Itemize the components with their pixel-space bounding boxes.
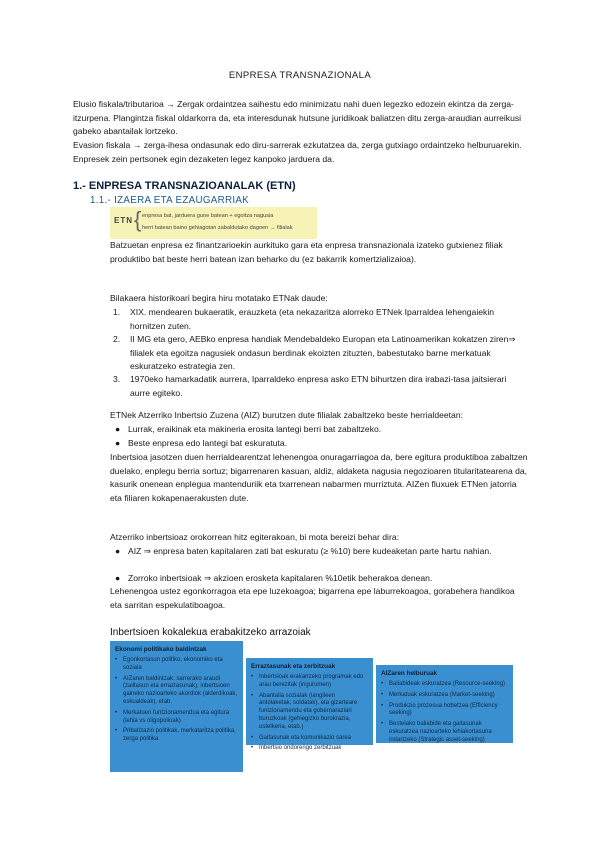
figure-heading: Inbertsioen kokalekua erabakitzeko arrazoiak [110,627,311,638]
list-item [115,545,528,559]
list-number: 1. [113,307,121,317]
list-item: • Pribatizazio politikak, merkataritza politika, zerga politika [115,728,239,744]
section-heading: 1.- ENPRESA TRANSNAZIOANALAK (ETN) [73,180,296,192]
list-item: • Gaitasunak eta komunikazio sarea [251,735,369,743]
list-text: 1970eko hamarkadatik aurrera, Iparraldeko enpresa asko ETN bihurtzen dira irabazi-tasa jaitsierari aurre egiteko. [130,374,507,398]
para-batzuetan: Batzuetan enpresa ez finantzarioekin aurkituko gara eta enpresa transnazionala izateko gutxienez filiak produktibo bat beste herri batean izan beharko du (ez bakarrik komertzializaioa). [110,240,503,264]
list-item: • Produkzio prozesua hobetzea (Efficiency seeking) [381,703,509,719]
box-title: Ekonomi politikako baldintzak [115,646,207,653]
intro-evasion: Evasion fiskala → zerga-ihesa ondasunak edo diru-sarrerak ezkutatzea da, zerga gutxiago ordaintzeko helburuarekin. Enpresek zein pertsonek egin dezaketen legez kanpoko jarduera da. [73,140,522,164]
list-item: • Inbertsioak erakartzeko programak edo arau berezitak (ingurumen) [251,674,369,690]
para-atzerriko: Atzerriko inbertsioaz orokorrean hitz egiterakoan, bi mota bereizi behar dira: [110,532,399,542]
box-ekonomi-politika [110,641,243,772]
bullet-icon: ● [115,424,121,434]
list-item: • Abantaila sozialak (langileen antolaketak, soldatak), eta gizarteare funtzionamendu eta gobernaraziari buruzkoak (gehiegizko burokrazia, ustelkeria, etab.) [251,693,369,732]
list-item [115,423,528,437]
intro-elusio: Elusio fiskala/tributarioa → Zergak ordaintzea saihestu edo minimizatu nahi duen legezko edozein ekintza da zerga-itzurpena. Plangintza fiskal oldarkorra da, eta interesdunak hutsune juridikoak baliatzen ditu zerga-araudian aurreikusi gabeko abantailak lortzeko. [73,99,522,136]
list-item [113,373,528,400]
box-aiz-helburuak [376,665,513,743]
list-item [115,437,528,451]
list-text: AIZ ⇒ enpresa baten kapitalaren zati bat eskuratu (≥ %10) bere kudeaketan parte hartu nahian. [128,546,492,556]
list-item: • Baliabideak eskuratzea (Resource-seeking) [381,681,509,689]
list-item [113,333,528,374]
list-item: • Merkatuen funtzionamendua eta egitura (lehia vs oligopolioak) [115,710,239,726]
list-text: II MG eta gero, AEBko enpresa handiak Mendebaldeko Europan eta Latinoamerikan kokatzen ziren⇒ filialek eta egoitza nagusiek ondasun berdinak ekoizten zituzten, babestutako barne merkatuak eskuratzeko estrategia zen. [130,334,516,371]
note-etn-label: ETN [114,216,133,225]
list-item [115,572,528,586]
box-title: AIZaren helburuak [381,670,438,677]
list-number: 3. [113,374,121,384]
list-text: Zorroko inbertsioak ⇒ akzioen erosketa kapitalaren %10etik beherakoa denean. [128,573,433,583]
bullet-icon: ● [115,573,121,583]
bullet-icon: ● [115,438,121,448]
brace-icon: { [134,207,142,232]
note-line-1: enpresa bat, jarduera gune batean + egoitza nagusia [142,213,274,219]
list-text: Lurrak, eraikinak eta makineria erosita lantegi berri bat zabaltzeko. [128,424,382,434]
handwritten-note [110,207,317,239]
list-item: • Bestelako baliabide eta gaitasunak eskuratzea nazioarteko lehiakortasuna indartzeko (Strategic asset-seeking) [381,721,509,744]
list-item [113,306,528,333]
para-lehenengoa: Lehenengoa ustez egonkorragoa eta epe luzekoagoa; bigarrena epe laburrekoagoa, gorabehera handikoa eta sarritan espekulatiboagoa. [110,586,515,610]
list-text: XIX. mendearen bukaeratik, erauzketa (eta nekazaritza alorreko ETNek Iparraldea lehengaiekin hornitzen zuten. [130,307,495,331]
para-bilakaera: Bilakaera historikoari begira hiru motatako ETNak daude: [110,293,328,303]
document-title: ENPRESA TRANSNAZIONALA [228,70,372,81]
list-number: 2. [113,334,121,344]
list-item: • Inbertsio ondorengo zerbitzuak [251,745,369,753]
list-item: • Egonkortasun politiko, ekonomiko eta soziala [115,657,239,673]
para-inbertsioa: Inbertsioa jasotzen duen herrialdearentzat lehenengoa onuragarriagoa da, bere egitura produktiboa zabaltzen duelako, enplegu berria sortuz; bigarrenaren kasuan, aldiz, aldaketa nagusia negozioaren titularitatearena da, kasurik onenean enplegua mantenduriik eta txarrenean nabarmen murriztuta. AIZen fluxuek ETNen jatorria eta filiaren kokapenaerakusten dute. [110,452,528,503]
box-erraztasunak [246,658,373,752]
subsection-heading: 1.1.- IZAERA ETA EZAUGARRIAK [90,195,250,206]
list-item: • Merkatuak eskuratzea (Market-seeking) [381,692,509,700]
note-line-2: herri batean baino gehiagotan zabaldutako dagoen → filialak [142,225,293,231]
bullet-icon: ● [115,546,121,556]
list-item: • AIZaren baldintzak: sarrerako araudi (zailtasun eta erraztasunak), inbertsioen gaineko nazioarteko akordiok (alderdikoak, eskualdeak), etab. [115,676,239,707]
list-text: Beste enpresa edo lantegi bat eskuratuta. [128,438,288,448]
box-title: Erraztasunak eta zerbitzuak [251,663,336,670]
para-aiz-intro: ETNek Atzerriko Inbertsio Zuzena (AIZ) burutzen dute filialak zabaltzeko beste herrialdeetan: [110,410,463,420]
